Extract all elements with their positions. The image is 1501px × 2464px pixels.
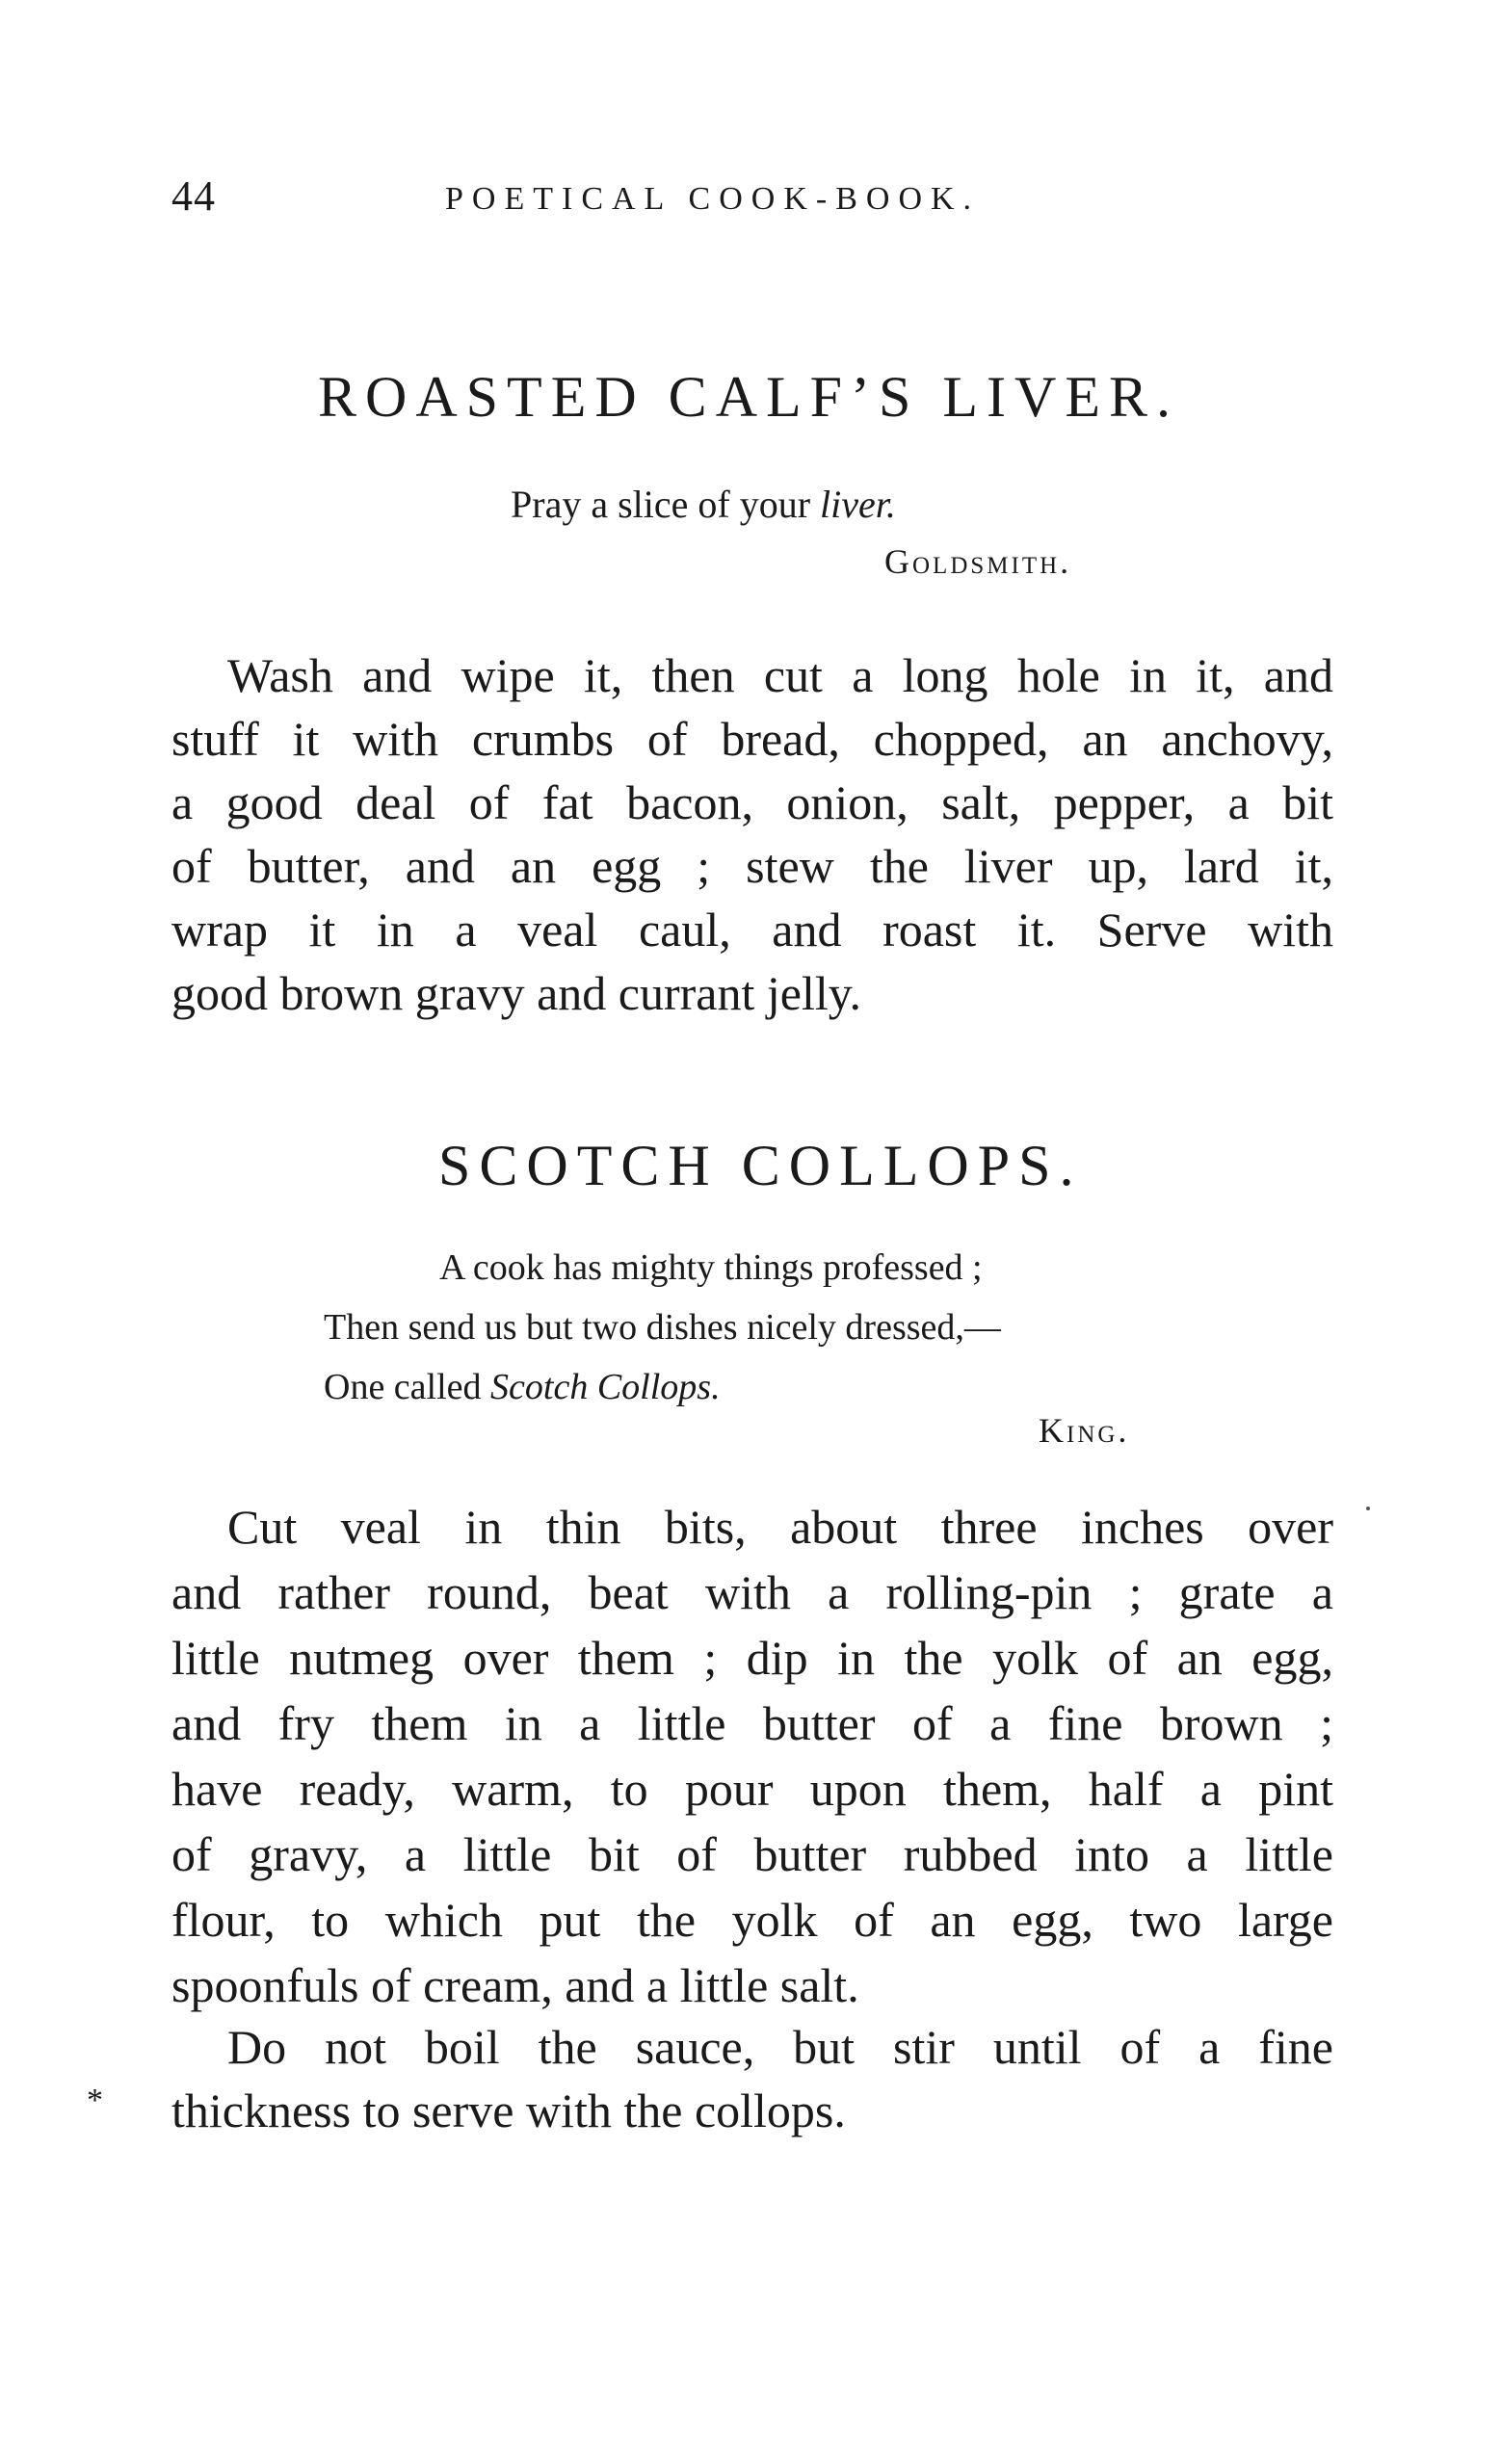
- body-line: and fry them in a little butter of a fine brown ;: [171, 1696, 1333, 1750]
- epigraph-line: [324, 1366, 721, 1408]
- epigraph-line: [511, 482, 896, 527]
- running-head: [171, 171, 1039, 229]
- marginal-asterisk: *: [87, 2083, 103, 2118]
- epigraph-author: King.: [1039, 1411, 1130, 1450]
- epigraph-text: Pray a slice of your: [511, 483, 821, 526]
- body-line: thickness to serve with the collops.: [171, 2084, 846, 2137]
- body-line: Wash and wipe it, then cut a long hole in it, and: [227, 648, 1333, 702]
- epigraph-text: One called: [324, 1367, 491, 1407]
- body-line: have ready, warm, to pour upon them, half a pint: [171, 1762, 1333, 1816]
- body-line: spoonfuls of cream, and a little salt.: [171, 1958, 859, 2012]
- body-line: flour, to which put the yolk of an egg, two large: [171, 1893, 1333, 1947]
- epigraph-line: A cook has mighty things professed ;: [439, 1247, 983, 1288]
- epigraph-author: Goldsmith.: [884, 542, 1072, 581]
- recipe-title-roasted-calfs-liver: ROASTED CALF’S LIVER.: [318, 365, 1180, 429]
- body-line: a good deal of fat bacon, onion, salt, pepper, a bit: [171, 775, 1333, 829]
- recipe-title-scotch-collops: SCOTCH COLLOPS.: [438, 1134, 1083, 1197]
- body-line: Cut veal in thin bits, about three inches over: [227, 1500, 1333, 1554]
- epigraph-line: Then send us but two dishes nicely dressed,—: [324, 1307, 1001, 1348]
- body-line: of gravy, a little bit of butter rubbed into a little: [171, 1827, 1333, 1881]
- body-line: Do not boil the sauce, but stir until of a fine: [227, 2020, 1333, 2074]
- body-line: and rather round, beat with a rolling-pin ; grate a: [171, 1565, 1333, 1619]
- ink-speck: [1366, 1507, 1370, 1510]
- epigraph-italic: liver.: [820, 483, 896, 526]
- page-number: 44: [171, 172, 216, 220]
- body-line: wrap it in a veal caul, and roast it. Serve with: [171, 903, 1333, 957]
- body-line: little nutmeg over them ; dip in the yolk of an egg,: [171, 1631, 1333, 1685]
- body-line: of butter, and an egg ; stew the liver up, lard it,: [171, 839, 1333, 893]
- body-line: stuff it with crumbs of bread, chopped, an anchovy,: [171, 712, 1333, 766]
- running-title: POETICAL COOK-BOOK.: [445, 181, 981, 217]
- body-line: good brown gravy and currant jelly.: [171, 966, 861, 1020]
- epigraph-italic: Scotch Collops.: [490, 1367, 721, 1407]
